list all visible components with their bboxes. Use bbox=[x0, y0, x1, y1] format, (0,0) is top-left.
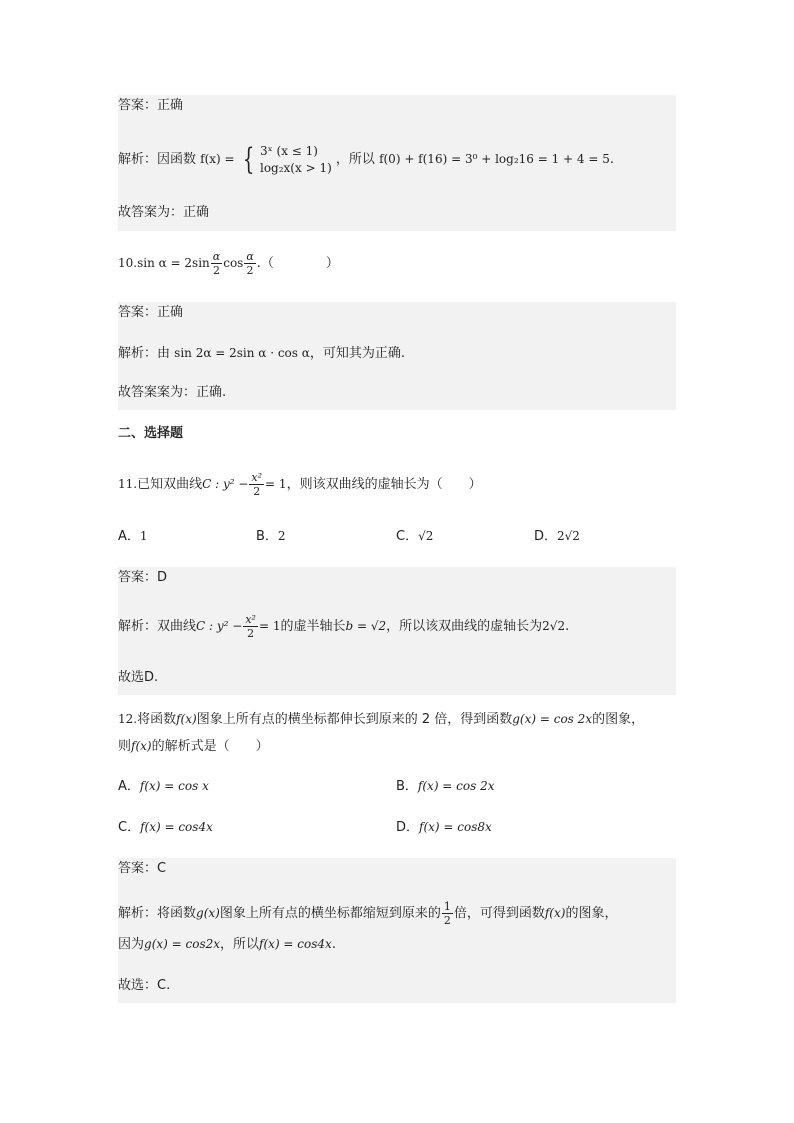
q11-option-d: D．2√2 bbox=[534, 529, 580, 544]
q10-answer: 答案：正确 bbox=[118, 305, 184, 320]
q11-option-c: C．√2 bbox=[396, 529, 434, 544]
q11-option-a: A．1 bbox=[118, 529, 148, 544]
q9-analysis: 解析：因函数 f(x) = { 3ˣ (x ≤ 1) log₂x(x > 1) ，所以 f(0) + f(16) = 3⁰ + log₂16 = 1 + 4 = 5. bbox=[118, 141, 614, 177]
q9-conclusion: 故答案为：正确 bbox=[118, 205, 210, 220]
q12-stem-line2: 则f(x)的解析式是（ ） bbox=[118, 739, 269, 754]
fraction: $\frac{\alpha}{2}$ bbox=[246, 250, 254, 277]
q12-analysis-line1: 解析：将函数g(x)图象上所有点的横坐标都缩短到原来的 $\frac{1}{2}$ 倍，可得到函数f(x)的图象， bbox=[118, 900, 618, 927]
q11-analysis: 解析：双曲线C : y² − $\frac{\text{x²}}{2}$ = 1的虚半轴长b = √2，所以该双曲线的虚轴长为2√2. bbox=[118, 613, 570, 640]
left-brace: { bbox=[242, 141, 255, 177]
fraction: $\frac{\text{x²}}{2}$ bbox=[251, 471, 263, 498]
piecewise-cases: 3ˣ (x ≤ 1) log₂x(x > 1) bbox=[259, 143, 332, 175]
q12-option-d: D．f(x) = cos8x bbox=[396, 820, 492, 835]
q10-stem: 10.sin α = 2sin $\frac{\alpha}{2}$ cos $\frac{\alpha}{2}$ .（ ） bbox=[118, 250, 339, 277]
q10-conclusion: 故答案案为：正确. bbox=[118, 385, 227, 400]
section-title: 二、选择题 bbox=[118, 426, 184, 441]
q10-analysis: 解析：由 sin 2α = 2sin α · cos α，可知其为正确. bbox=[118, 346, 405, 361]
q11-conclusion: 故选D. bbox=[118, 670, 159, 685]
q12-option-c: C．f(x) = cos4x bbox=[118, 820, 213, 835]
q12-conclusion: 故选：C. bbox=[118, 978, 171, 993]
q11-option-b: B．2 bbox=[256, 529, 286, 544]
q12-stem-line1: 12.将函数f(x)图象上所有点的横坐标都伸长到原来的 2 倍，得到函数g(x) = cos 2x的图象， bbox=[118, 712, 645, 727]
q11-stem: 11.已知双曲线C : y² − $\frac{\text{x²}}{2}$ = 1，则该双曲线的虚轴长为（ ） bbox=[118, 471, 482, 498]
fraction: $\frac{\alpha}{2}$ bbox=[212, 250, 221, 277]
q12-answer: 答案：C bbox=[118, 861, 167, 876]
fraction: $\frac{1}{2}$ bbox=[443, 900, 451, 927]
q11-answer: 答案：D bbox=[118, 570, 168, 585]
q12-option-b: B．f(x) = cos 2x bbox=[396, 779, 495, 794]
q12-option-a: A．f(x) = cos x bbox=[118, 779, 209, 794]
q12-analysis-line2: 因为g(x) = cos2x，所以f(x) = cos4x. bbox=[118, 937, 336, 952]
q9-answer: 答案：正确 bbox=[118, 98, 184, 113]
fraction: $\frac{\text{x²}}{2}$ bbox=[245, 613, 256, 640]
